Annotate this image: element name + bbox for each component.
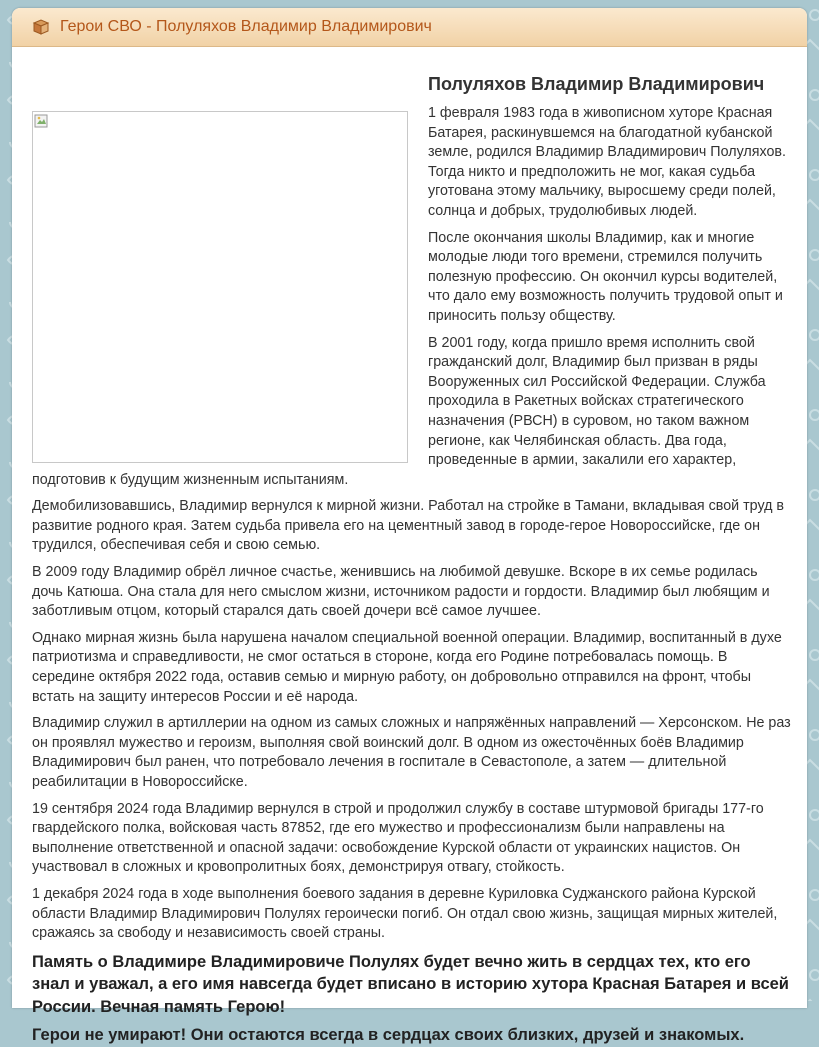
hero-photo [32, 111, 408, 463]
book-icon [32, 18, 50, 36]
panel-header [12, 8, 807, 47]
paragraph: 1 декабря 2024 года в ходе выполнения боевого задания в деревне Куриловка Суджанского района Курской области Владимир Владимирович Полулях героически погиб. Он отдал свою жизнь, защищая мирных жителей, сражаясь за свободу и независимость своей страны. [32, 885, 778, 942]
paragraph: Однако мирная жизнь была нарушена началом специальной военной операции. Владимир, воспитанный в духе патриотизма и справедливости, не смог остаться в стороне, когда его Родине потребовалась помощь. В середине октября 2022 года, оставив семью и мирную работу, он добровольно отправился на фронт, чтобы встать на защиту интересов России и её народа. [32, 629, 782, 705]
paragraph: После окончания школы Владимир, как и многие молодые люди того времени, стремился получить полезную профессию. Он окончил курсы водителей, что дало ему возможность получить трудовой опыт и приносить пользу обществу. [428, 229, 783, 324]
paragraph: В 2001 году, когда пришло время исполнить свой гражданский долг, Владимир был призван в ряды Вооруженных сил Российской Федерации. Служба проходила в Ракетных войсках стратегического назначения (РВСН) в суровом, но таком важном регионе, как Челябинская область. Два года, проведенные в армии, закалили его характер, подготовив к будущим жизненным испытаниям. [32, 334, 766, 488]
memorial-text: Память о Владимире Владимировиче Полулях будет вечно жить в сердцах тех, кто его знал и уважал, а его имя навсегда будет вписано в историю хутора Красная Батарея и всей России. Вечная память Герою! [32, 952, 789, 1016]
person-name: Полуляхов Владимир Владимирович [428, 74, 765, 94]
page-title: Герои СВО - Полуляхов Владимир Владимирович [60, 18, 432, 35]
paragraph: 19 сентября 2024 года Владимир вернулся в строй и продолжил службу в составе штурмовой бригады 177-го гвардейского полка, войсковая часть 87852, где его мужество и профессионализм были направлены на выполнение ответственной и опасной задачи: освобождение Курской области от украинских нацистов. Он участвовал в сложных и кровопролитных боях, демонстрируя отвагу, стойкость. [32, 800, 764, 876]
article-panel [12, 8, 807, 1045]
broken-image-icon [34, 113, 50, 129]
paragraph: Демобилизовавшись, Владимир вернулся к мирной жизни. Работал на стройке в Тамани, вкладывая свой труд в развитие родного края. Затем судьба привела его на цементный завод в городе-герое Новороссийске, где он трудился, обеспечивая себя и свою семью. [32, 498, 785, 554]
paragraph: Владимир служил в артиллерии на одном из самых сложных и напряжённых направлений — Херсонском. Не раз он проявлял мужество и героизм, выполняя свой воинский долг. В одном из ожесточённых боёв Владимир Владимирович был ранен, что потребовало лечения в госпитале в Севастополе, а затем — длительной реабилитации в Новороссийске. [32, 715, 791, 790]
paragraph: В 2009 году Владимир обрёл личное счастье, женившись на любимой девушке. Вскоре в их семье родилась дочь Катюша. Она стала для него смыслом жизни, источником радости и гордости. Владимир был любящим и заботливым отцом, который старался дать своей дочери всё самое лучшее. [32, 564, 770, 620]
article-content [12, 47, 807, 1047]
paragraph: 1 февраля 1983 года в живописном хуторе Красная Батарея, раскинувшемся на благодатной кубанской земле, родился Владимир Владимирович Полуляхов. Тогда никто и предположить не мог, какая судьба уготована этому мальчику, выросшему среди полей, солнца и добрых, трудолюбивых людей. [428, 105, 786, 219]
closing-text: Герои не умирают! Они остаются всегда в сердцах своих близких, друзей и знакомых. [32, 1026, 745, 1045]
